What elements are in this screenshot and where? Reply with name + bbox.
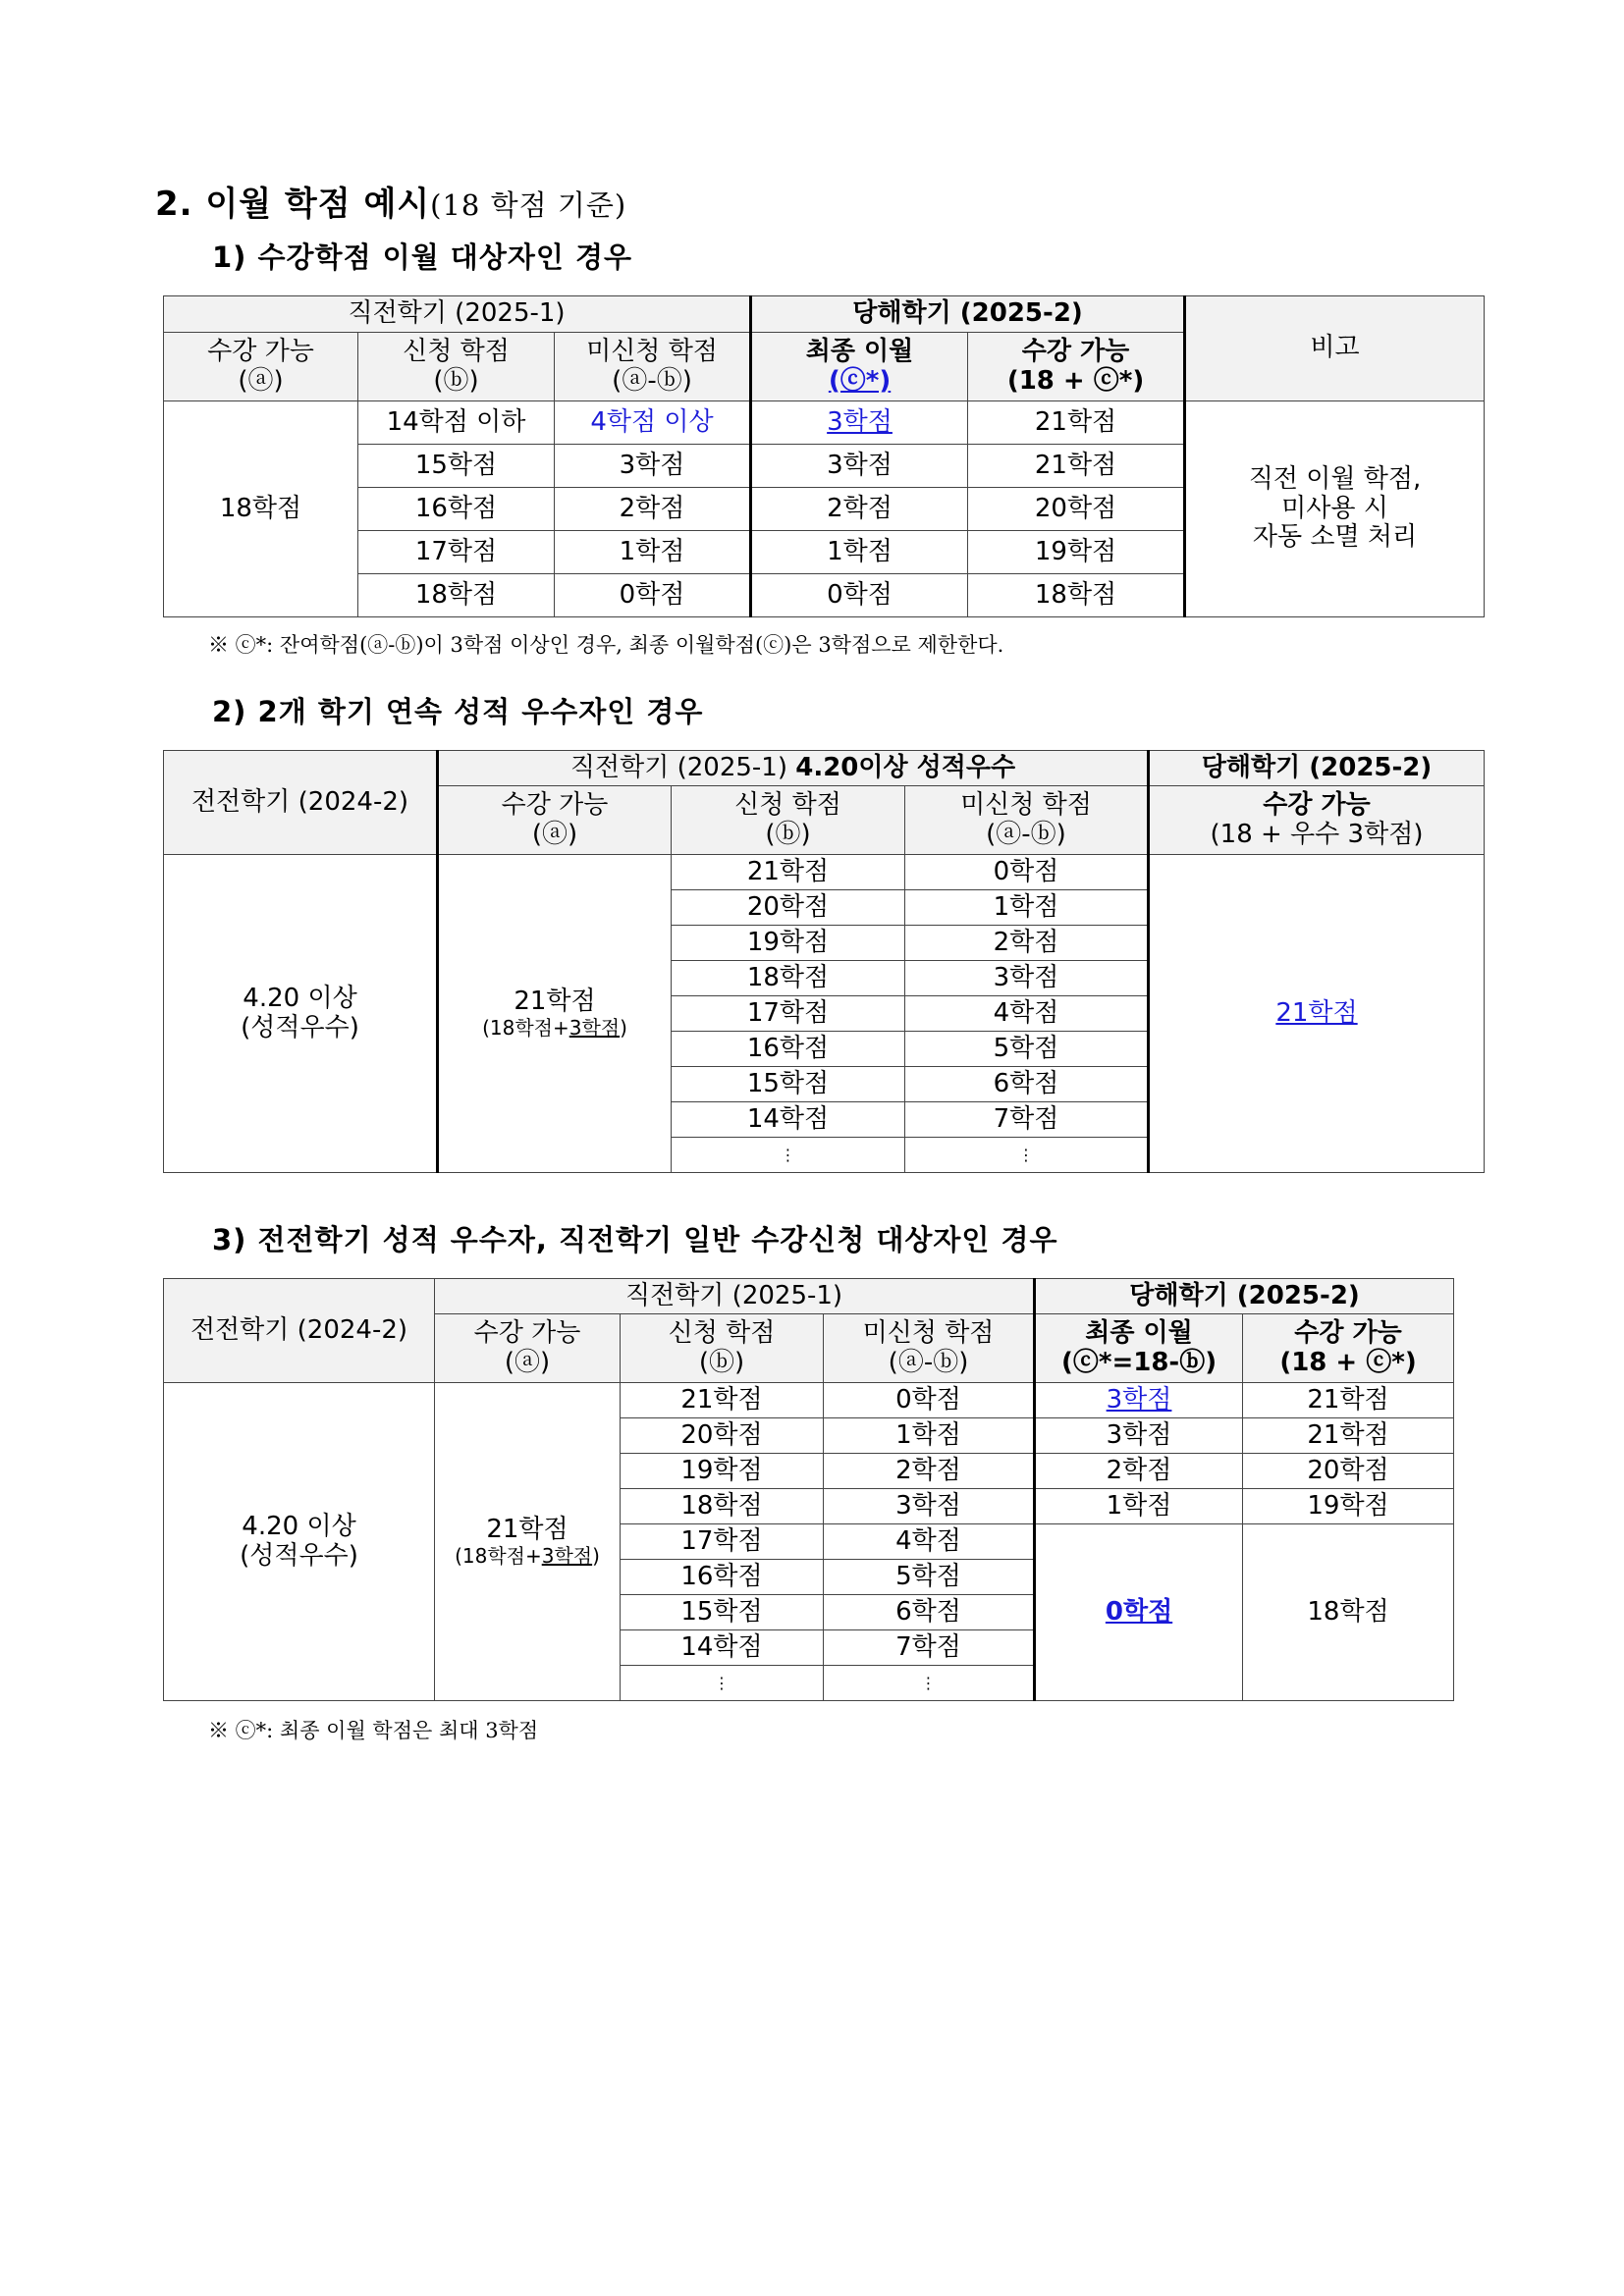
case2-col-next-label: 수강 가능 [1263, 789, 1371, 820]
case3-table [163, 1278, 1454, 1701]
section-title [155, 177, 626, 225]
case1-col-available-label: 수강 가능 [207, 336, 314, 366]
case2-prev-prev-value-line: (성적우수) [241, 1012, 359, 1042]
case2-row-unapplied: 4학점 [905, 996, 1149, 1032]
case2-col-next-sym: (18 + 우수 3학점) [1210, 819, 1424, 849]
case1-col-next-sym: (18 + ⓒ*) [1006, 365, 1145, 396]
case3-prev-prev-value-line: (성적우수) [240, 1540, 358, 1571]
case3-row-next: 20학점 [1243, 1454, 1454, 1489]
case3-row-unapplied: 4학점 [824, 1524, 1035, 1560]
case3-prev-semester: 직전학기 (2025-1) [435, 1279, 1035, 1314]
case1-row-next: 19학점 [968, 531, 1185, 574]
case2-available-detail-a: (18학점+ [482, 1015, 569, 1040]
case1-remark-line: 직전 이월 학점, [1248, 463, 1422, 494]
case1-remark [1185, 401, 1485, 617]
case3-col-final-label: 최종 이월 [1085, 1317, 1193, 1348]
case3-col-available [435, 1314, 621, 1383]
case3-col-available-sym: (ⓐ) [504, 1347, 551, 1377]
case1-col-final-label: 최종 이월 [805, 336, 914, 366]
case2-available-value [438, 855, 672, 1173]
case2-prev-prev-semester: 전전학기 (2024-2) [164, 751, 438, 855]
case3-prev-prev-semester: 전전학기 (2024-2) [164, 1279, 435, 1383]
case3-current-semester: 당해학기 (2025-2) [1035, 1279, 1454, 1314]
case1-col-applied [358, 333, 555, 401]
case1-row-applied: 14학점 이하 [358, 401, 555, 445]
case1-remark-line: 자동 소멸 처리 [1252, 522, 1418, 553]
case2-row-applied: 17학점 [672, 996, 905, 1032]
case3-col-final [1035, 1314, 1243, 1383]
case2-col-unapplied-label: 미신청 학점 [960, 789, 1092, 820]
case2-row-applied: 14학점 [672, 1102, 905, 1138]
case1-row-applied: 18학점 [358, 574, 555, 617]
case2-available-detail-b: 3학점 [568, 1015, 621, 1040]
case1-col-next-label: 수강 가능 [1021, 336, 1130, 366]
case1-col-next [968, 333, 1185, 401]
case2-available-main: 21학점 [514, 987, 596, 1017]
case2-row-applied: 21학점 [672, 855, 905, 890]
case3-row-unapplied: 5학점 [824, 1560, 1035, 1595]
case3-row-applied: 19학점 [621, 1454, 824, 1489]
case3-col-applied-sym: (ⓑ) [698, 1347, 745, 1377]
case2-table [163, 750, 1485, 1173]
case3-available-detail-a: (18학점+ [455, 1543, 542, 1568]
case2-col-applied [672, 786, 905, 855]
case2-row-unapplied: 1학점 [905, 890, 1149, 926]
case3-col-applied-label: 신청 학점 [668, 1317, 776, 1348]
case3-row-final: 1학점 [1035, 1489, 1243, 1524]
case1-col-unapplied-label: 미신청 학점 [586, 336, 718, 366]
case3-row-unapplied-ellipsis: ⋮ [824, 1666, 1035, 1701]
case2-current-semester: 당해학기 (2025-2) [1149, 751, 1485, 786]
case2-row-unapplied-ellipsis: ⋮ [905, 1138, 1149, 1173]
case3-available-detail-b: 3학점 [541, 1543, 593, 1568]
case3-row-unapplied: 6학점 [824, 1595, 1035, 1630]
case3-row-applied: 15학점 [621, 1595, 824, 1630]
case1-row-applied: 17학점 [358, 531, 555, 574]
case2-col-available-sym: (ⓐ) [531, 819, 578, 849]
case1-row-unapplied: 1학점 [555, 531, 751, 574]
case1-remark-header: 비고 [1185, 296, 1485, 401]
case2-prev-semester-bold: 4.20이상 성적우수 [795, 752, 1016, 782]
case3-available-main: 21학점 [486, 1515, 568, 1545]
case1-row-final: 0학점 [751, 574, 968, 617]
case2-heading: 2) 2개 학기 연속 성적 우수자인 경우 [212, 695, 704, 728]
case1-row-unapplied: 3학점 [555, 445, 751, 488]
case1-row-final: 3학점 [751, 445, 968, 488]
case2-row-applied: 20학점 [672, 890, 905, 926]
case1-col-available-sym: (ⓐ) [238, 365, 284, 396]
case3-col-unapplied-label: 미신청 학점 [862, 1317, 995, 1348]
case2-col-unapplied-sym: (ⓐ-ⓑ) [986, 819, 1066, 849]
case3-row-next: 19학점 [1243, 1489, 1454, 1524]
case3-row-applied: 14학점 [621, 1630, 824, 1666]
case3-col-unapplied-sym: (ⓐ-ⓑ) [888, 1347, 969, 1377]
case1-row-applied: 16학점 [358, 488, 555, 531]
case3-row-applied: 18학점 [621, 1489, 824, 1524]
case2-row-unapplied: 6학점 [905, 1067, 1149, 1102]
section-subtitle: (18 학점 기준) [430, 188, 627, 222]
section-title-text: 2. 이월 학점 예시 [155, 185, 431, 224]
case3-row-next: 21학점 [1243, 1418, 1454, 1454]
case1-col-unapplied [555, 333, 751, 401]
case2-prev-prev-value [164, 855, 438, 1173]
case1-col-final-sym: (ⓒ*) [828, 365, 892, 396]
case2-row-applied: 18학점 [672, 961, 905, 996]
case2-col-applied-label: 신청 학점 [734, 789, 841, 820]
case2-col-available [438, 786, 672, 855]
case3-col-final-sym: (ⓒ*=18-ⓑ) [1060, 1347, 1218, 1377]
case2-row-applied: 19학점 [672, 926, 905, 961]
case3-col-unapplied [824, 1314, 1035, 1383]
case1-col-applied-label: 신청 학점 [403, 336, 510, 366]
case3-col-applied [621, 1314, 824, 1383]
case3-col-next-sym: (18 + ⓒ*) [1279, 1347, 1417, 1377]
case3-row-applied: 17학점 [621, 1524, 824, 1560]
case3-col-available-label: 수강 가능 [473, 1317, 581, 1348]
case3-available-detail-c: ) [592, 1543, 600, 1568]
case3-available-detail [435, 1545, 620, 1568]
case3-row-unapplied: 1학점 [824, 1418, 1035, 1454]
case1-available-value: 18학점 [164, 401, 358, 617]
case3-heading: 3) 전전학기 성적 우수자, 직전학기 일반 수강신청 대상자인 경우 [212, 1223, 1058, 1256]
case3-col-next [1243, 1314, 1454, 1383]
case2-next-value-link[interactable]: 21학점 [1149, 855, 1485, 1173]
case2-row-applied: 16학점 [672, 1032, 905, 1067]
case2-col-next [1149, 786, 1485, 855]
case3-row-unapplied: 0학점 [824, 1383, 1035, 1418]
case1-row-final: 1학점 [751, 531, 968, 574]
case3-col-next-label: 수강 가능 [1294, 1317, 1402, 1348]
case2-row-unapplied: 3학점 [905, 961, 1149, 996]
case2-prev-semester-label: 직전학기 (2025-1) [569, 752, 787, 782]
case2-prev-semester [438, 751, 1149, 786]
case3-row-applied-ellipsis: ⋮ [621, 1666, 824, 1701]
case1-row-unapplied: 4학점 이상 [555, 401, 751, 445]
case3-note: ※ ⓒ*: 최종 이월 학점은 최대 3학점 [208, 1719, 539, 1742]
case3-row-applied: 20학점 [621, 1418, 824, 1454]
case2-row-applied: 15학점 [672, 1067, 905, 1102]
case1-current-semester: 당해학기 (2025-2) [751, 296, 1185, 333]
case3-available-value [435, 1383, 621, 1701]
case2-col-applied-sym: (ⓑ) [765, 819, 811, 849]
case3-prev-prev-value [164, 1383, 435, 1701]
case3-row-final: 2학점 [1035, 1454, 1243, 1489]
case1-row-next: 21학점 [968, 445, 1185, 488]
case1-row-unapplied: 0학점 [555, 574, 751, 617]
case1-col-applied-sym: (ⓑ) [433, 365, 479, 396]
case2-col-available-label: 수강 가능 [501, 789, 609, 820]
case2-row-applied-ellipsis: ⋮ [672, 1138, 905, 1173]
case1-col-available [164, 333, 358, 401]
case1-col-final [751, 333, 968, 401]
case1-col-unapplied-sym: (ⓐ-ⓑ) [612, 365, 692, 396]
case2-available-detail [439, 1017, 671, 1040]
case3-row-applied: 21학점 [621, 1383, 824, 1418]
case1-row-next: 18학점 [968, 574, 1185, 617]
case3-row-final-link[interactable]: 3학점 [1035, 1383, 1243, 1418]
case3-row-unapplied: 3학점 [824, 1489, 1035, 1524]
case1-prev-semester: 직전학기 (2025-1) [164, 296, 751, 333]
case1-row-final-link[interactable]: 3학점 [751, 401, 968, 445]
case3-merged-final-link[interactable]: 0학점 [1035, 1524, 1243, 1701]
case1-row-final: 2학점 [751, 488, 968, 531]
case1-table [163, 295, 1485, 617]
case1-row-unapplied: 2학점 [555, 488, 751, 531]
case2-available-detail-c: ) [620, 1015, 627, 1040]
case1-row-next: 20학점 [968, 488, 1185, 531]
case1-row-next: 21학점 [968, 401, 1185, 445]
case2-row-unapplied: 2학점 [905, 926, 1149, 961]
case1-note: ※ ⓒ*: 잔여학점(ⓐ-ⓑ)이 3학점 이상인 경우, 최종 이월학점(ⓒ)은 3학점으로 제한한다. [208, 633, 1004, 657]
case2-row-unapplied: 0학점 [905, 855, 1149, 890]
case1-row-applied: 15학점 [358, 445, 555, 488]
case3-row-unapplied: 7학점 [824, 1630, 1035, 1666]
case2-row-unapplied: 5학점 [905, 1032, 1149, 1067]
case3-prev-prev-value-line: 4.20 이상 [242, 1511, 356, 1541]
case2-col-unapplied [905, 786, 1149, 855]
case3-row-final: 3학점 [1035, 1418, 1243, 1454]
case1-heading: 1) 수강학점 이월 대상자인 경우 [212, 240, 632, 274]
case1-remark-line: 미사용 시 [1281, 493, 1388, 523]
case3-row-applied: 16학점 [621, 1560, 824, 1595]
case2-prev-prev-value-line: 4.20 이상 [243, 983, 357, 1013]
case3-merged-next: 18학점 [1243, 1524, 1454, 1701]
case2-row-unapplied: 7학점 [905, 1102, 1149, 1138]
case3-row-unapplied: 2학점 [824, 1454, 1035, 1489]
case3-row-next: 21학점 [1243, 1383, 1454, 1418]
